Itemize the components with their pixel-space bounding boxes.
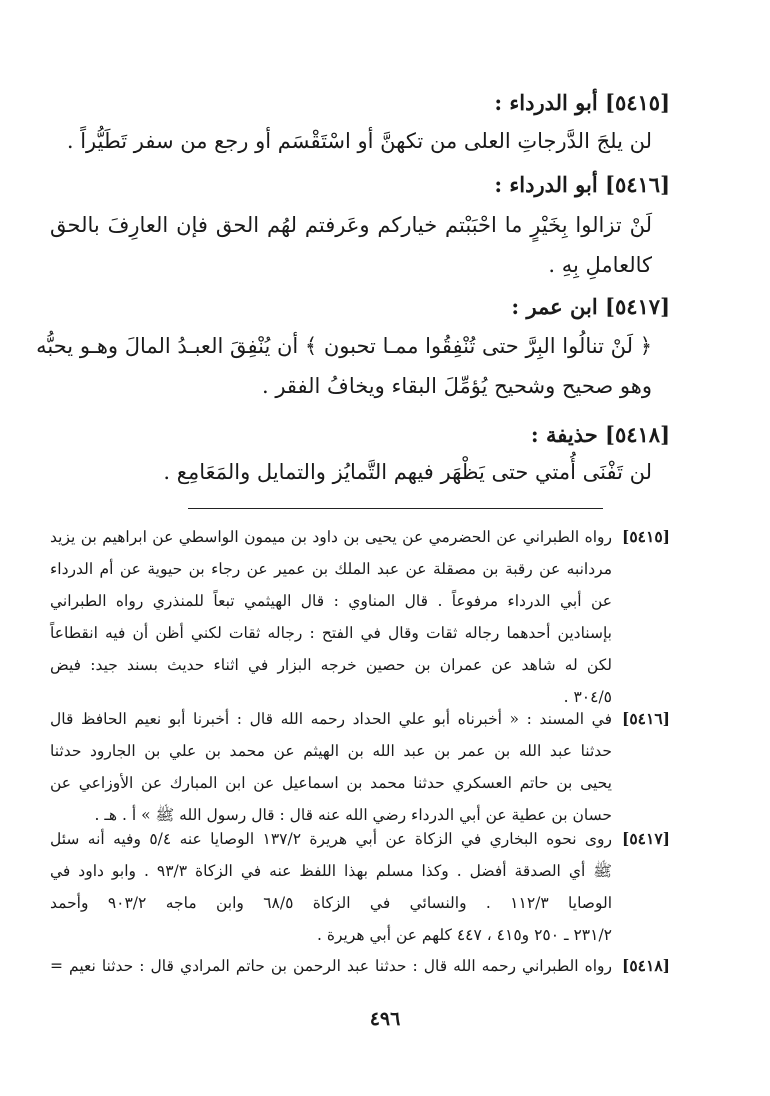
page-number: ٤٩٦ xyxy=(369,1008,401,1030)
hadith-narrator: أبو الدرداء : xyxy=(494,90,598,115)
footnote-line: مردانبه عن رقبة بن مصقلة عن عبد الملك بن عمير عن رجاء بن حيوية عن أم الدرداء xyxy=(50,560,612,578)
hadith-text-line: لن يلجَ الدَّرجاتِ العلى من تكهنَّ أو اسْتَقْسَم أو رجع من سفر تَطَيُّراً . xyxy=(66,129,652,153)
footnote-number: [٥٤١٥] xyxy=(622,527,670,546)
hadith-text-line: كالعاملِ بِهِ . xyxy=(548,253,652,277)
hadith-entry xyxy=(36,292,670,406)
footnote-line: الوصايا ١١٢/٣ . والنسائي في الزكاة ٦٨/٥ وابن ماجه ٩٠٣/٢ وأحمد xyxy=(50,894,613,912)
hadith-text-line: لن تَفْنَى أُمتي حتى يَظْهَر فيهم التَّمايُز والتمايل والمَعَامِع . xyxy=(163,460,652,484)
hadith-entry xyxy=(50,88,670,161)
hadith-text-line: ﴿ لَنْ تنالُوا البِرَّ حتى تُنْفِقُوا ممـا تحبون ﴾ أن يُنْفِقَ العبـدُ المالَ وهـو يحبُّه xyxy=(36,334,652,358)
footnote-number: [٥٤١٧] xyxy=(622,829,670,848)
footnote-line: يحيى بن حاتم العسكري حدثنا محمد بن اسماعيل عن ابن المبارك عن الأوزاعي عن xyxy=(50,774,612,792)
footnote xyxy=(50,950,670,982)
hadith-heading xyxy=(50,88,670,118)
footnote-line: بإسنادين أحدهما رجاله ثقات وقال في الفتح : رجاله ثقات لكني أظن أن فيه انقطاعاً xyxy=(50,624,612,642)
footnote-number: [٥٤١٦] xyxy=(622,709,670,728)
footnote-line: رواه الطبراني عن الحضرمي عن يحيى بن داود بن ميمون الواسطي عن ابراهيم بن يزيد xyxy=(50,528,612,546)
footnote-line: ٣٠٤/٥ . xyxy=(563,688,612,706)
hadith-narrator: ابن عمر : xyxy=(511,294,598,319)
footnote xyxy=(50,703,670,831)
hadith-text-line: وهو صحيح وشحيح يُؤمِّلَ البقاء ويخافُ الفقر . xyxy=(261,374,652,398)
footnote-line: حسان بن عطية عن أبي الدرداء رضي الله عنه قال : قال رسول الله ﷺ » أ . هـ . xyxy=(94,806,612,824)
hadith-number: [٥٤١٧] xyxy=(605,294,670,319)
footnote-line: حدثنا عبد الله بن عمر بن عبد الله بن الهيثم عن محمد بن علي بن الجارود حدثنا xyxy=(50,742,612,760)
footnote-line: ٢٣١/٢ ـ ٢٥٠ و٤١٥ ، ٤٤٧ كلهم عن أبي هريرة . xyxy=(316,926,612,944)
footnote-separator xyxy=(188,508,603,509)
hadith-text-line: لَنْ تزالوا بِخَيْرٍ ما احْبَبْتم خياركم وعَرفتم لهُم الحق فإن العارِفَ بالحق xyxy=(50,213,652,237)
footnote xyxy=(50,521,670,713)
hadith-entry xyxy=(50,420,670,492)
hadith-narrator: حذيفة : xyxy=(530,422,598,447)
footnote-line: عن أبي الدرداء مرفوعاً . قال المناوي : قال الهيثمي تبعاً للمنذري رواه الطبراني xyxy=(50,592,612,610)
hadith-entry xyxy=(50,170,670,285)
footnote-line: رواه الطبراني رحمه الله قال : حدثنا عبد الرحمن بن حاتم المرادي قال : حدثنا نعيم = xyxy=(50,957,612,975)
footnote-line: لكن له شاهد عن عمران بن حصين خرجه البزار في اثناء حديث بسند جيد: فيض xyxy=(50,656,612,674)
footnote-line: ﷺ أي الصدقة أفضل . وكذا مسلم بهذا اللفظ عنه في الزكاة ٩٣/٣ . وابو داود في xyxy=(50,862,612,880)
hadith-number: [٥٤١٥] xyxy=(605,90,670,115)
footnote-number: [٥٤١٨] xyxy=(622,956,670,975)
hadith-heading xyxy=(50,292,670,322)
hadith-number: [٥٤١٨] xyxy=(605,422,670,447)
hadith-heading xyxy=(50,170,670,200)
hadith-heading xyxy=(50,420,670,450)
footnote-line: في المسند : « أخبرناه أبو علي الحداد رحمه الله قال : أخبرنا أبو نعيم الحافظ قال xyxy=(50,710,612,728)
hadith-narrator: أبو الدرداء : xyxy=(494,172,598,197)
hadith-number: [٥٤١٦] xyxy=(605,172,670,197)
footnote xyxy=(50,823,670,951)
footnote-line: روى نحوه البخاري في الزكاة عن أبي هريرة ١٣٧/٢ الوصايا عنه ٥/٤ وفيه أنه سئل xyxy=(50,830,612,848)
